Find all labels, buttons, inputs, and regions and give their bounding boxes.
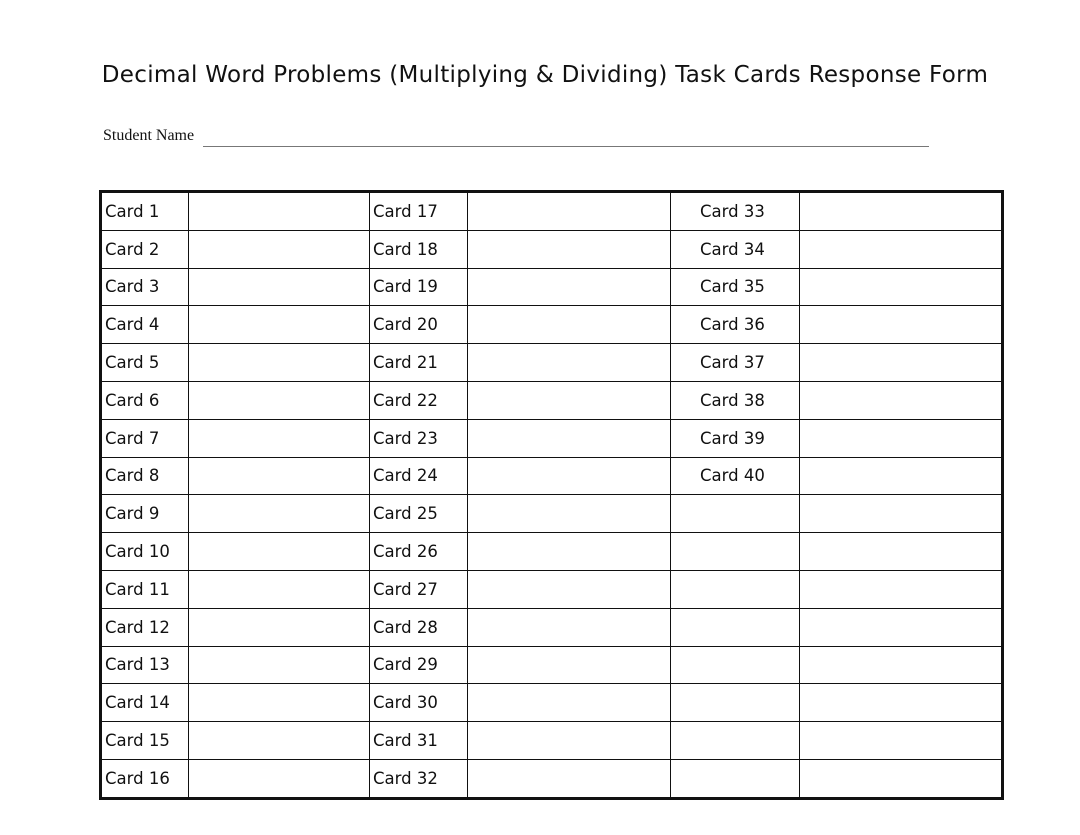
answer-cell[interactable] [189,646,370,684]
form-title: Decimal Word Problems (Multiplying & Dividing) Task Cards Response Form [101,62,989,88]
answer-cell[interactable] [468,230,671,268]
student-name-label: Student Name [103,127,195,144]
table-row [101,759,1003,798]
card-label: Card 29 [370,646,468,684]
card-label [671,608,800,646]
card-label: Card 23 [370,419,468,457]
card-label: Card 7 [101,419,189,457]
card-label: Card 39 [671,419,800,457]
table-row [101,646,1003,684]
answer-cell[interactable] [800,230,1003,268]
answer-cell[interactable] [189,306,370,344]
answer-cell[interactable] [189,722,370,760]
table-row [101,306,1003,344]
student-name-field[interactable] [103,127,933,149]
answer-cell[interactable] [468,381,671,419]
card-label: Card 10 [101,533,189,571]
card-label: Card 34 [671,230,800,268]
card-label: Card 11 [101,570,189,608]
student-name-line[interactable] [203,146,929,147]
answer-cell[interactable] [468,608,671,646]
answer-cell[interactable] [189,570,370,608]
answer-cell[interactable] [468,533,671,571]
answer-cell[interactable] [189,608,370,646]
card-label: Card 20 [370,306,468,344]
table-row [101,457,1003,495]
table-row [101,230,1003,268]
table-row [101,268,1003,306]
answer-cell[interactable] [800,268,1003,306]
card-label: Card 1 [101,192,189,231]
answer-cell[interactable] [468,268,671,306]
answer-cell[interactable] [189,344,370,382]
card-label: Card 22 [370,381,468,419]
answer-cell[interactable] [800,570,1003,608]
card-label: Card 2 [101,230,189,268]
table-row [101,684,1003,722]
response-table-body [101,192,1003,799]
answer-cell[interactable] [800,344,1003,382]
card-label: Card 18 [370,230,468,268]
card-label: Card 9 [101,495,189,533]
answer-cell[interactable] [468,192,671,231]
card-label: Card 27 [370,570,468,608]
table-row [101,570,1003,608]
answer-cell[interactable] [800,419,1003,457]
answer-cell[interactable] [800,722,1003,760]
answer-cell[interactable] [468,759,671,798]
response-table [99,190,1004,800]
answer-cell[interactable] [189,192,370,231]
answer-cell[interactable] [468,306,671,344]
card-label: Card 25 [370,495,468,533]
card-label: Card 38 [671,381,800,419]
card-label: Card 12 [101,608,189,646]
answer-cell[interactable] [468,684,671,722]
answer-cell[interactable] [189,230,370,268]
card-label: Card 26 [370,533,468,571]
card-label: Card 8 [101,457,189,495]
answer-cell[interactable] [800,457,1003,495]
answer-cell[interactable] [468,495,671,533]
card-label [671,570,800,608]
card-label: Card 21 [370,344,468,382]
table-row [101,722,1003,760]
answer-cell[interactable] [189,457,370,495]
answer-cell[interactable] [189,419,370,457]
card-label: Card 36 [671,306,800,344]
card-label: Card 33 [671,192,800,231]
card-label: Card 28 [370,608,468,646]
answer-cell[interactable] [800,495,1003,533]
card-label: Card 3 [101,268,189,306]
answer-cell[interactable] [189,268,370,306]
answer-cell[interactable] [800,608,1003,646]
card-label: Card 5 [101,344,189,382]
card-label: Card 13 [101,646,189,684]
table-row [101,381,1003,419]
card-label [671,722,800,760]
answer-cell[interactable] [800,306,1003,344]
card-label: Card 24 [370,457,468,495]
card-label: Card 19 [370,268,468,306]
answer-cell[interactable] [189,495,370,533]
table-row [101,533,1003,571]
card-label: Card 14 [101,684,189,722]
card-label [671,646,800,684]
answer-cell[interactable] [468,570,671,608]
card-label [671,533,800,571]
answer-cell[interactable] [800,684,1003,722]
answer-cell[interactable] [468,419,671,457]
answer-cell[interactable] [468,722,671,760]
card-label: Card 37 [671,344,800,382]
answer-cell[interactable] [189,381,370,419]
card-label: Card 35 [671,268,800,306]
answer-cell[interactable] [800,192,1003,231]
card-label: Card 30 [370,684,468,722]
answer-cell[interactable] [800,533,1003,571]
card-label [671,495,800,533]
answer-cell[interactable] [800,646,1003,684]
card-label: Card 40 [671,457,800,495]
card-label: Card 17 [370,192,468,231]
card-label: Card 31 [370,722,468,760]
card-label [671,684,800,722]
answer-cell[interactable] [800,759,1003,798]
answer-cell[interactable] [468,646,671,684]
answer-cell[interactable] [189,759,370,798]
table-row [101,495,1003,533]
answer-cell[interactable] [468,344,671,382]
card-label: Card 15 [101,722,189,760]
card-label [671,759,800,798]
card-label: Card 16 [101,759,189,798]
answer-cell[interactable] [800,381,1003,419]
card-label: Card 32 [370,759,468,798]
table-row [101,608,1003,646]
table-row [101,192,1003,231]
card-label: Card 4 [101,306,189,344]
table-row [101,419,1003,457]
answer-cell[interactable] [468,457,671,495]
answer-cell[interactable] [189,684,370,722]
answer-cell[interactable] [189,533,370,571]
table-row [101,344,1003,382]
card-label: Card 6 [101,381,189,419]
